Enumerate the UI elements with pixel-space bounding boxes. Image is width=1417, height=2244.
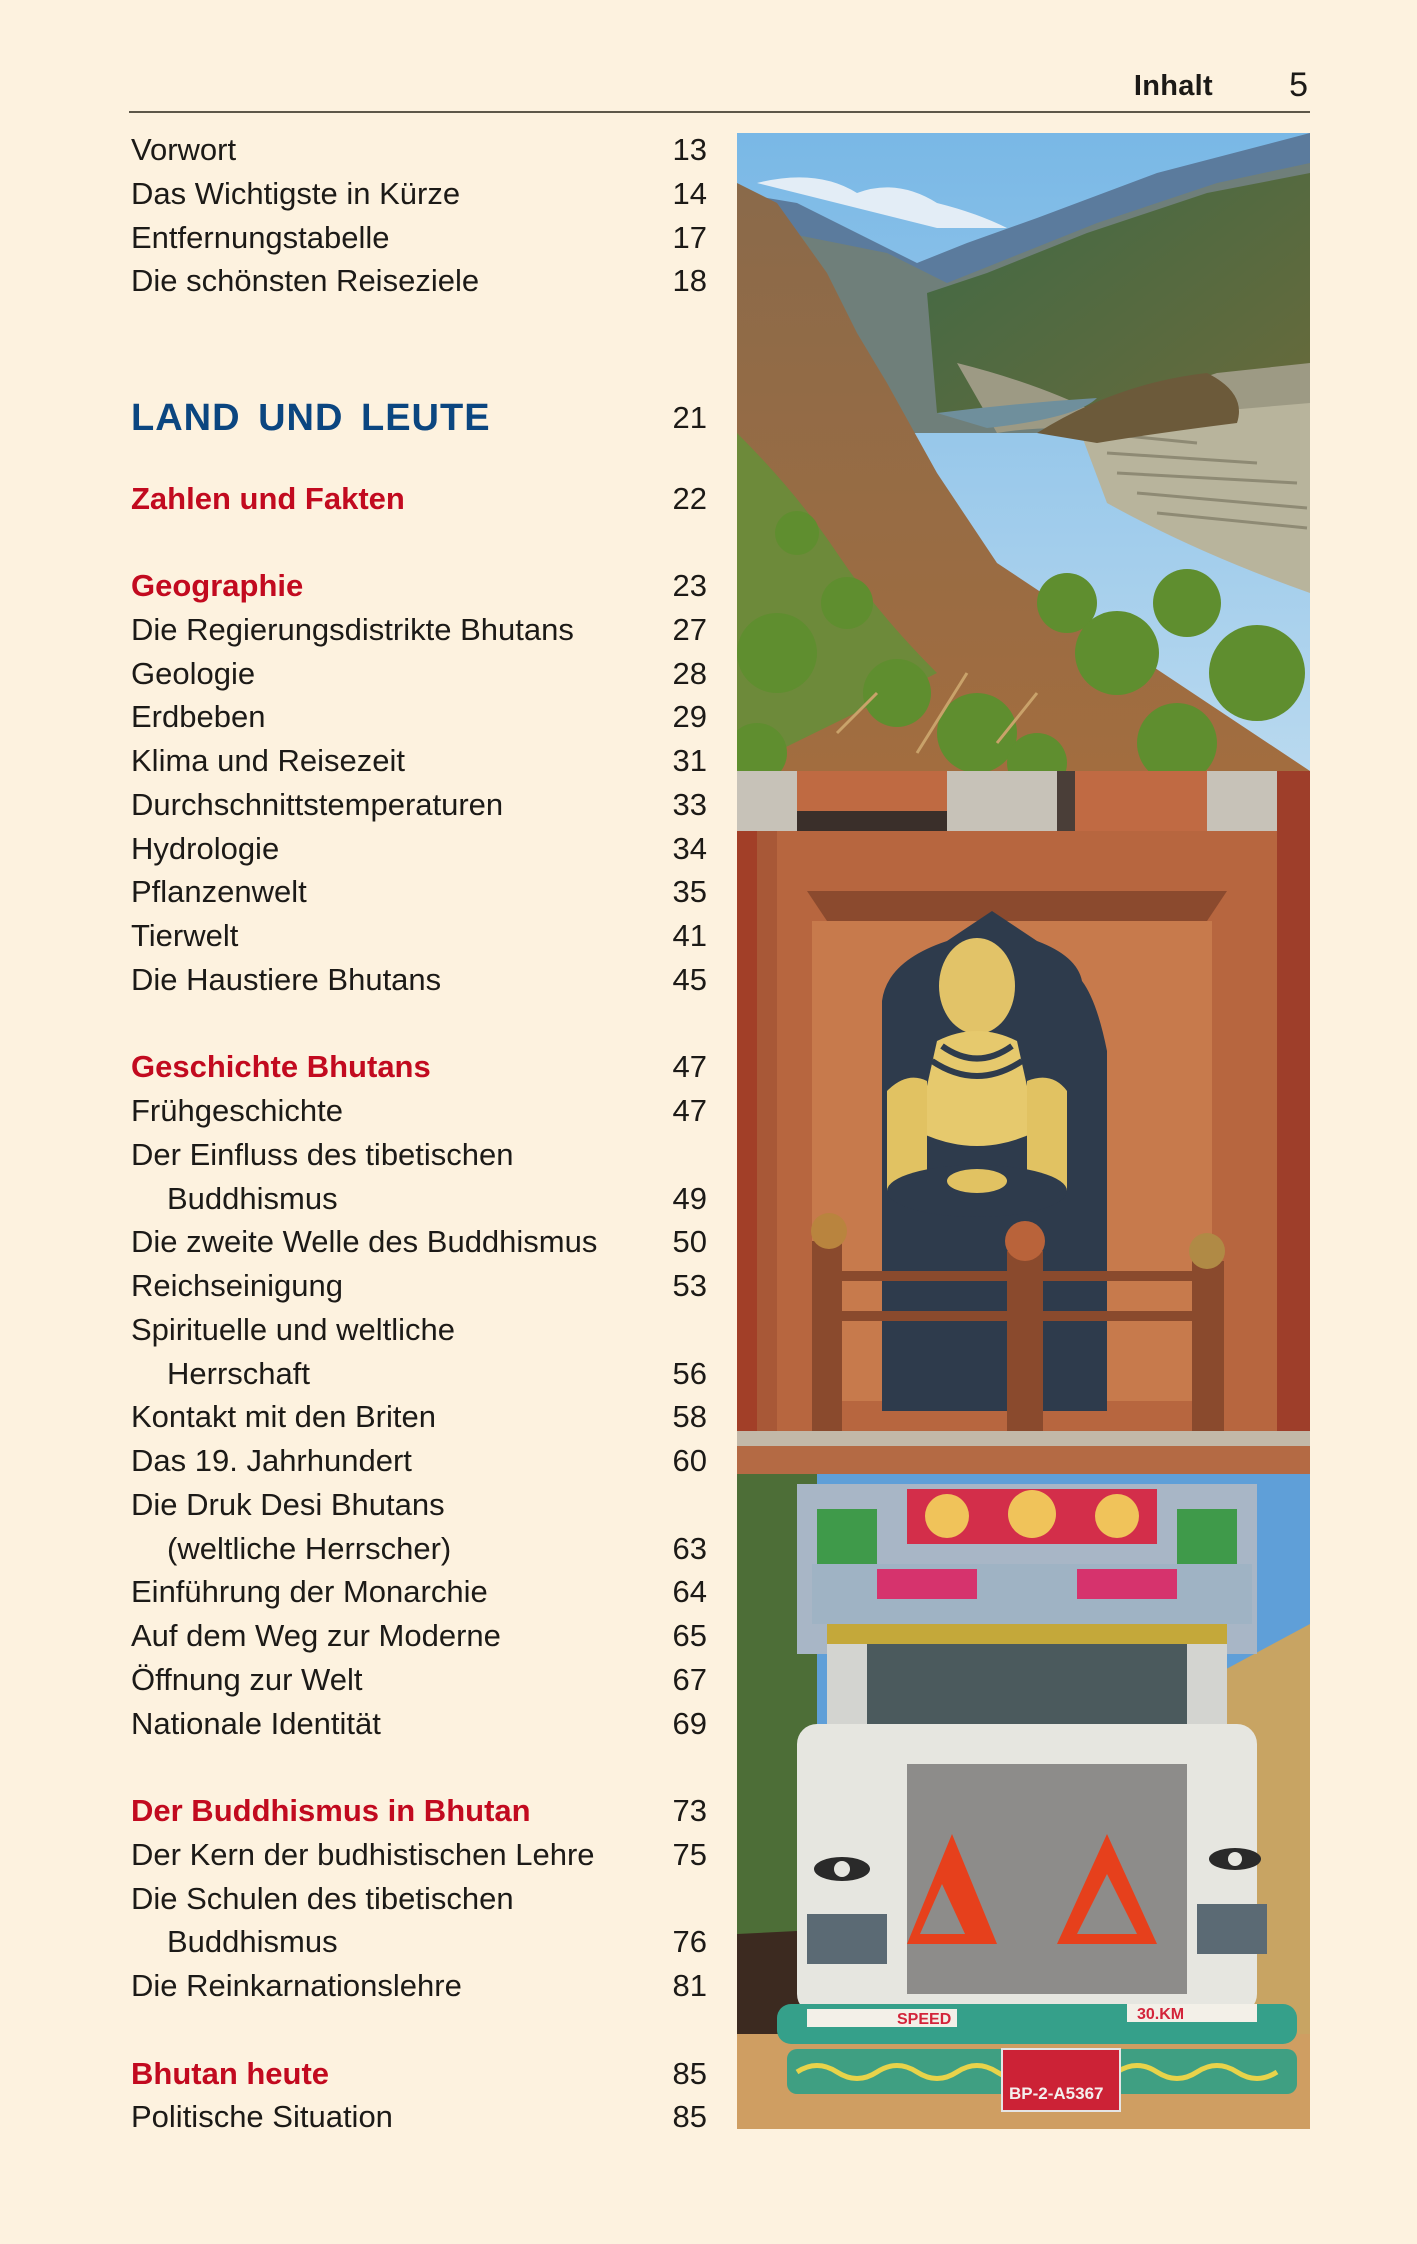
toc-chapter-heading[interactable]: Zahlen und Fakten 22 bbox=[131, 481, 707, 516]
toc-entry[interactable] bbox=[131, 914, 707, 958]
toc-entry[interactable] bbox=[131, 1177, 707, 1221]
toc-entry[interactable] bbox=[131, 1352, 707, 1396]
toc-entry-title: Bhutan heute bbox=[131, 2055, 330, 2091]
toc-entry-title: Die Schulen des tibetischen bbox=[131, 1880, 514, 1916]
toc-spacer bbox=[131, 1745, 707, 1789]
toc-entry-title: Buddhismus bbox=[167, 1180, 338, 1216]
toc-entry[interactable] bbox=[131, 1220, 707, 1264]
toc-entry-title: Die Regierungsdistrikte Bhutans bbox=[131, 611, 574, 647]
svg-text:SPEED: SPEED bbox=[897, 2011, 952, 2028]
toc-entry-title: Öffnung zur Welt bbox=[131, 1661, 363, 1697]
toc-entry-page: 76 bbox=[672, 1924, 707, 1960]
toc-entry-page: 85 bbox=[672, 2099, 707, 2135]
toc-entry-title: Der Einfluss des tibetischen bbox=[131, 1136, 514, 1172]
toc-entry[interactable] bbox=[131, 739, 707, 783]
toc-entry-page: 56 bbox=[672, 1355, 707, 1391]
toc-entry-title: Der Buddhismus in Bhutan bbox=[131, 1793, 531, 1828]
toc-entry[interactable] bbox=[131, 1570, 707, 1614]
toc-entry[interactable] bbox=[131, 1877, 707, 1921]
toc-entry-page: 65 bbox=[672, 1618, 707, 1653]
toc-entry-title: Geologie bbox=[131, 655, 256, 691]
toc-entry-page: 33 bbox=[672, 786, 707, 822]
toc-entry[interactable] bbox=[131, 1483, 707, 1527]
toc-entry-page: 50 bbox=[672, 1224, 707, 1260]
toc-entry-page: 63 bbox=[672, 1530, 707, 1566]
toc-entry-title: Reichseinigung bbox=[131, 1268, 343, 1303]
toc-entry-title: Politische Situation bbox=[131, 2099, 393, 2135]
toc-entry-title: Die Druk Desi Bhutans bbox=[131, 1486, 445, 1522]
toc-entry-title: Einführung der Monarchie bbox=[131, 1574, 488, 1610]
photo-buddha bbox=[737, 771, 1310, 1474]
toc-entry-title: Die Reinkarnationslehre bbox=[131, 1968, 462, 2003]
toc-entry[interactable] bbox=[131, 1439, 707, 1483]
toc-entry-title: Das 19. Jahrhundert bbox=[131, 1443, 412, 1478]
toc-entry[interactable]: Entfernungstabelle 17 bbox=[131, 219, 707, 255]
toc-entry-title: Frühgeschichte bbox=[131, 1093, 343, 1128]
toc-entry[interactable] bbox=[131, 783, 707, 827]
toc-entry-title: Spirituelle und weltliche bbox=[131, 1311, 455, 1347]
toc-entry-title: Auf dem Weg zur Moderne bbox=[131, 1618, 501, 1653]
toc-spacer bbox=[131, 1002, 707, 1046]
toc-entry-title: Geschichte Bhutans bbox=[131, 1049, 431, 1085]
toc-entry-title: Durchschnittstemperaturen bbox=[131, 786, 504, 822]
toc-entry-page: 41 bbox=[672, 918, 707, 953]
toc-entry-page: 81 bbox=[672, 1968, 707, 2003]
toc-entry-page: 29 bbox=[672, 699, 707, 735]
toc-entry-title: Nationale Identität bbox=[131, 1705, 381, 1741]
photo-column bbox=[737, 133, 1310, 2129]
toc-part bbox=[131, 393, 707, 443]
toc-entry-page: 31 bbox=[672, 743, 707, 778]
toc-entry[interactable] bbox=[131, 695, 707, 739]
toc-entry-title: Kontakt mit den Briten bbox=[131, 1399, 436, 1435]
toc-entry-page: 28 bbox=[672, 655, 707, 691]
toc-entry-page: 58 bbox=[672, 1399, 707, 1435]
toc-entry-page: 75 bbox=[672, 1836, 707, 1872]
toc-entry-page: 64 bbox=[672, 1574, 707, 1610]
toc-entry-page: 85 bbox=[672, 2055, 707, 2091]
photo-truck bbox=[737, 1474, 1310, 2129]
toc-entry-page: 45 bbox=[672, 961, 707, 997]
toc-entry[interactable] bbox=[131, 1614, 707, 1658]
toc-chapter-heading[interactable] bbox=[131, 2052, 707, 2096]
toc-chapter-heading[interactable] bbox=[131, 1789, 707, 1833]
toc-zahlen bbox=[131, 477, 707, 521]
toc-entry[interactable] bbox=[131, 1833, 707, 1877]
toc-entry-page: 35 bbox=[672, 874, 707, 910]
toc-entry[interactable] bbox=[131, 827, 707, 871]
running-head bbox=[129, 0, 1310, 113]
toc-chapter-heading[interactable] bbox=[131, 564, 707, 608]
toc-entry-title: Geographie bbox=[131, 568, 304, 603]
svg-text:30.KM: 30.KM bbox=[1137, 2006, 1185, 2023]
toc-entry-title: Hydrologie bbox=[131, 830, 280, 866]
toc-entry[interactable] bbox=[131, 958, 707, 1002]
toc-entry[interactable] bbox=[131, 1527, 707, 1571]
toc-chapter-heading[interactable] bbox=[131, 1045, 707, 1089]
toc-entry-page: 23 bbox=[672, 568, 707, 603]
toc-entry-page: 53 bbox=[672, 1268, 707, 1303]
toc-entry[interactable] bbox=[131, 1658, 707, 1702]
toc-entry-page: 47 bbox=[672, 1093, 707, 1128]
toc-entry-page: 60 bbox=[672, 1443, 707, 1478]
toc-entry[interactable] bbox=[131, 1702, 707, 1746]
toc-entry[interactable] bbox=[131, 1308, 707, 1352]
toc-entry[interactable] bbox=[131, 1395, 707, 1439]
toc-entry[interactable]: Das Wichtigste in Kürze 14 bbox=[131, 175, 707, 211]
toc-entry-title: (weltliche Herrscher) bbox=[167, 1530, 452, 1566]
toc-entry[interactable]: Vorwort 13 bbox=[131, 132, 707, 167]
toc-entry-title: Klima und Reisezeit bbox=[131, 743, 405, 778]
toc-spacer bbox=[131, 2008, 707, 2052]
toc-entry-page: 27 bbox=[672, 611, 707, 647]
toc-entry-title: Pflanzenwelt bbox=[131, 874, 307, 910]
toc-entry-title: Tierwelt bbox=[131, 918, 239, 953]
toc-entry-title: Erdbeben bbox=[131, 699, 266, 735]
toc-entry-page: 47 bbox=[672, 1049, 707, 1085]
svg-text:BP-2-A5367: BP-2-A5367 bbox=[1009, 2084, 1104, 2103]
running-head-section: Inhalt bbox=[1133, 70, 1213, 102]
toc-entry[interactable] bbox=[131, 1133, 707, 1177]
toc-entry[interactable] bbox=[131, 608, 707, 652]
toc-entry-page: 73 bbox=[672, 1793, 707, 1828]
toc-entry-page: 67 bbox=[672, 1661, 707, 1697]
toc-entry[interactable]: Die schönsten Reiseziele 18 bbox=[131, 263, 707, 299]
toc-entry[interactable] bbox=[131, 2095, 707, 2139]
photo-valley bbox=[737, 133, 1310, 771]
toc-entry[interactable] bbox=[131, 1964, 707, 2008]
toc-entry[interactable] bbox=[131, 652, 707, 696]
toc-entry-page: 69 bbox=[672, 1705, 707, 1741]
toc-entry[interactable] bbox=[131, 870, 707, 914]
toc-chapters bbox=[131, 564, 707, 2139]
toc-entry-title: Die zweite Welle des Buddhismus bbox=[131, 1224, 598, 1260]
toc-part-heading[interactable]: LAND UND LEUTE 21 bbox=[131, 397, 707, 439]
toc-front-matter bbox=[131, 128, 707, 303]
toc-entry-page: 49 bbox=[672, 1180, 707, 1216]
page-number: 5 bbox=[1289, 66, 1308, 104]
toc-entry-title: Der Kern der budhistischen Lehre bbox=[131, 1836, 595, 1872]
toc-entry[interactable] bbox=[131, 1264, 707, 1308]
toc-entry[interactable] bbox=[131, 1089, 707, 1133]
toc-entry-title: Buddhismus bbox=[167, 1924, 338, 1960]
toc-entry[interactable] bbox=[131, 1920, 707, 1964]
toc-entry-title: Herrschaft bbox=[167, 1355, 310, 1391]
toc-entry-page: 34 bbox=[672, 830, 707, 866]
toc-entry-title: Die Haustiere Bhutans bbox=[131, 961, 442, 997]
